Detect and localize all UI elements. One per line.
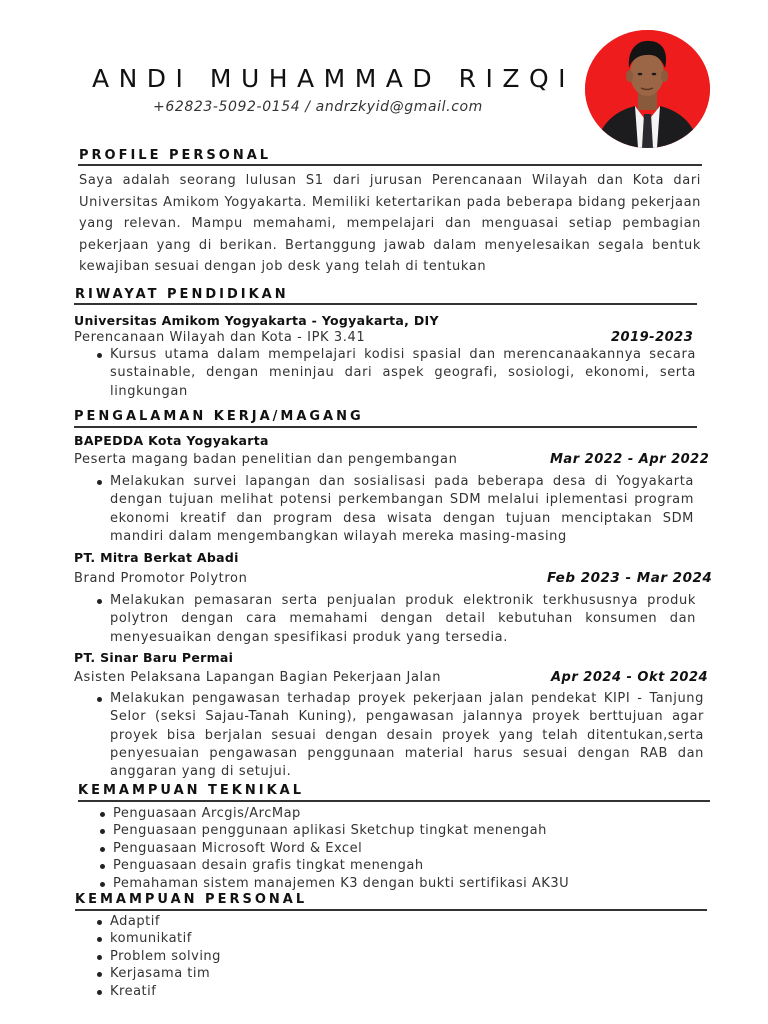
job-date: Feb 2023 - Mar 2024 xyxy=(547,570,713,586)
section-divider xyxy=(75,909,707,911)
job-role: Peserta magang badan penelitian dan pengembangan xyxy=(74,452,458,467)
list-item: Penguasaan Arcgis/ArcMap xyxy=(97,805,697,822)
section-divider xyxy=(74,426,697,428)
list-item: komunikatif xyxy=(94,930,494,947)
section-title-experience: PENGALAMAN KERJA/MAGANG xyxy=(74,409,364,424)
education-bullets xyxy=(94,346,696,401)
job-company: PT. Mitra Berkat Abadi xyxy=(74,550,239,565)
personal-skills-list xyxy=(94,913,494,1000)
section-divider xyxy=(78,164,702,166)
education-institution: Universitas Amikom Yogyakarta - Yogyakarta, DIY xyxy=(74,313,439,328)
list-item: Penguasaan penggunaan aplikasi Sketchup tingkat menengah xyxy=(97,822,697,839)
list-item: Kreatif xyxy=(94,983,494,1000)
job-company: PT. Sinar Baru Permai xyxy=(74,650,234,665)
list-item: Adaptif xyxy=(94,913,494,930)
technical-skills-list xyxy=(97,805,697,892)
education-date: 2019-2023 xyxy=(611,330,694,345)
section-divider xyxy=(78,800,710,802)
list-item: Penguasaan desain grafis tingkat menengah xyxy=(97,857,697,874)
section-divider xyxy=(74,303,697,305)
list-item: Kursus utama dalam mempelajari kodisi spasial dan merencanaakannya secara sustainable, dengan meninjau dari aspek geografi, sosiologi, ekonomi, serta lingkungan xyxy=(94,346,696,401)
job-bullets xyxy=(94,592,696,647)
list-item: Melakukan survei lapangan dan sosialisasi pada beberapa desa di Yogyakarta dengan tujuan melihat potensi perkembangan SDM melalui iplementasi program ekonomi kreatif dan program desa wisata dengan tujuan menciptakan SDM mandiri dalam mengembangkan wilayah mereka masing-masing xyxy=(94,473,694,546)
job-date: Apr 2024 - Okt 2024 xyxy=(551,670,709,685)
candidate-name: ANDI MUHAMMAD RIZQI xyxy=(92,64,576,93)
education-major: Perencanaan Wilayah dan Kota - IPK 3.41 xyxy=(74,330,366,345)
job-bullets xyxy=(94,690,704,781)
list-item: Pemahaman sistem manajemen K3 dengan bukti sertifikasi AK3U xyxy=(97,875,697,892)
job-role: Brand Promotor Polytron xyxy=(74,571,248,586)
list-item: Kerjasama tim xyxy=(94,965,494,982)
job-company: BAPEDDA Kota Yogyakarta xyxy=(74,433,269,448)
list-item: Problem solving xyxy=(94,948,494,965)
section-title-technical: KEMAMPUAN TEKNIKAL xyxy=(78,783,304,798)
list-item: Melakukan pemasaran serta penjualan produk elektronik terkhususnya produk polytron dengan cara memahami dengan detail kebutuhan konsumen dan menyesuaikan dengan spesifikasi produk yang tersedia. xyxy=(94,592,696,647)
job-role: Asisten Pelaksana Lapangan Bagian Pekerjaan Jalan xyxy=(74,670,442,685)
contact-info: +62823-5092-0154 / andrzkyid@gmail.com xyxy=(153,99,483,115)
job-bullets xyxy=(94,473,694,546)
list-item: Penguasaan Microsoft Word & Excel xyxy=(97,840,697,857)
section-title-personal: KEMAMPUAN PERSONAL xyxy=(75,892,308,907)
section-title-education: RIWAYAT PENDIDIKAN xyxy=(75,287,289,302)
list-item: Melakukan pengawasan terhadap proyek pekerjaan jalan pendekat KIPI - Tanjung Selor (seksi Sajau-Tanah Kuning), pengawasan jalannya proyek berttujuan agar proyek bisa berjalan sesuai dengan desain proyek yang telah ditentukan,serta penyesuaian pengawasan penggunaan material harus sesuai dengan RAB dan anggaran yang di setujui. xyxy=(94,690,704,781)
person-photo-icon xyxy=(585,30,710,148)
profile-text: Saya adalah seorang lulusan S1 dari jurusan Perencanaan Wilayah dan Kota dari Universitas Amikom Yogyakarta. Memiliki ketertarikan pada beberapa bidang pekerjaan yang relevan. Mampu memahami, mempelajari dan menguasai setiap pembagian pekerjaan yang di berikan. Bertanggung jawab dalam menyelesaikan segala bentuk kewajiban sesuai dengan job desk yang telah di tentukan xyxy=(79,173,701,274)
profile-photo xyxy=(585,30,710,148)
section-title-profile: PROFILE PERSONAL xyxy=(79,148,272,163)
job-date: Mar 2022 - Apr 2022 xyxy=(550,452,710,467)
